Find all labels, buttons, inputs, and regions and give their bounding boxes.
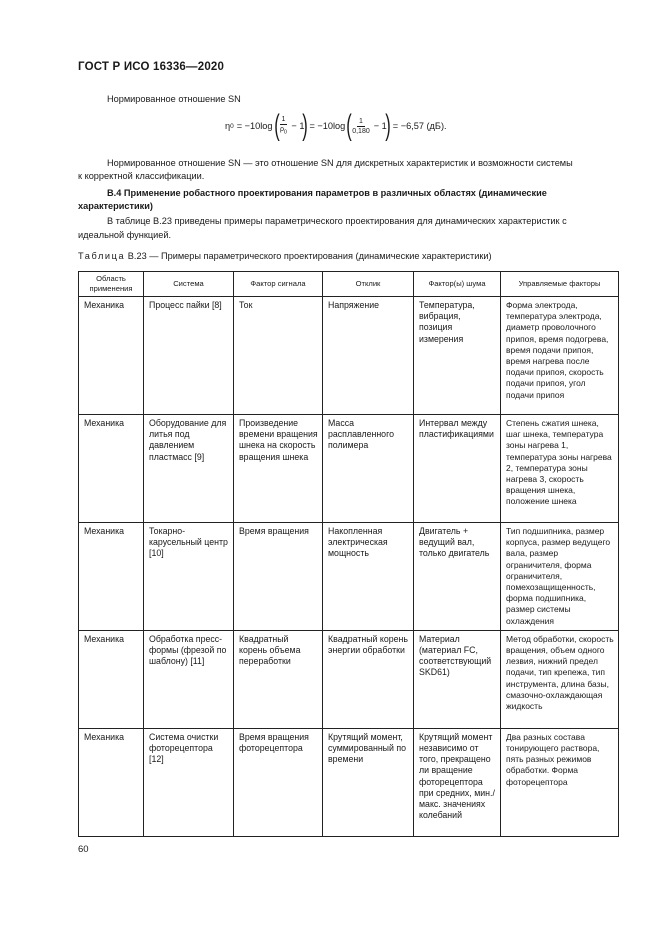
- fraction-2: [352, 118, 370, 135]
- cell-system: Система очистки фоторецептора [12]: [144, 728, 234, 836]
- cell-system: Токарно-карусельный центр [10]: [144, 523, 234, 631]
- section-b4-paragraph-line2: идеальной функцией.: [78, 230, 172, 240]
- cell-noise-factors: Материал (материал FC, соответствующий SKD61): [414, 630, 501, 728]
- cell-response: Накопленная электрическая мощность: [323, 523, 414, 631]
- fraction-1-numerator: 1: [281, 116, 286, 124]
- cell-system: Оборудование для литья под давлением пластмасс [9]: [144, 415, 234, 523]
- header-control-factors: Управляемые факторы: [501, 272, 619, 297]
- cell-control-factors: Метод обработки, скорость вращения, объем одного лезвия, нижний предел подачи, тип крепежа, тип инструмента, длина базы, смазочно-охлаждающая жидкость: [501, 630, 619, 728]
- cell-control-factors: Степень сжатия шнека, шаг шнека, температура зоны нагрева 1, температура зоны нагрева 2, температура зоны нагрева 3, скорость вращения шнека, положение шнека: [501, 415, 619, 523]
- fraction-1-rho-sub: 0: [283, 129, 287, 136]
- cell-noise-factors: Двигатель + ведущий вал, только двигатель: [414, 523, 501, 631]
- cell-control-factors: Форма электрода, температура электрода, диаметр проволочного припоя, время подогрева, время подачи припоя, время нагрева после подачи припоя, скорость подачи припоя, угол подачи припоя: [501, 297, 619, 415]
- header-application-area: Область применения: [79, 272, 144, 297]
- cell-application-area: Механика: [79, 297, 144, 415]
- close-paren-2: ): [385, 109, 391, 142]
- formula-eq1: = −10log: [236, 121, 273, 131]
- formula-eq2: = −10log: [309, 121, 346, 131]
- fraction-2-denominator: 0,180: [352, 127, 370, 135]
- section-b4-heading: B.4 Применение робастного проектирования параметров в различных областях (динамические: [107, 188, 547, 198]
- cell-noise-factors: Крутящий момент независимо от того, прекращено ли вращение фоторецептора при средних, мин./макс. значениях колебаний: [414, 728, 501, 836]
- formula-eta-sub: 0: [230, 122, 234, 130]
- cell-application-area: Механика: [79, 630, 144, 728]
- cell-response: Квадратный корень энергии обработки: [323, 630, 414, 728]
- document-standard-title: ГОСТ Р ИСО 16336—2020: [78, 61, 225, 73]
- formula-minus-2: − 1: [373, 121, 387, 131]
- page-number: 60: [78, 844, 89, 855]
- header-noise-factors: Фактор(ы) шума: [414, 272, 501, 297]
- parametric-design-table: [78, 271, 619, 837]
- formula-result: = −6,57 (дБ).: [392, 121, 447, 131]
- cell-response: Крутящий момент, суммированный по времени: [323, 728, 414, 836]
- cell-noise-factors: Температура, вибрация, позиция измерения: [414, 297, 501, 415]
- section-b4-paragraph-line1: В таблице В.23 приведены примеры параметрического проектирования для динамических характеристик с: [107, 216, 567, 226]
- cell-signal-factor: Время вращения фоторецептора: [234, 728, 323, 836]
- table-caption: [78, 251, 492, 261]
- open-paren-2: (: [346, 109, 352, 142]
- cell-control-factors: Два разных состава тонирующего раствора, пять разных режимов обработки. Форма фоторецептора: [501, 728, 619, 836]
- normalized-sn-label: Нормированное отношение SN: [107, 94, 241, 104]
- cell-noise-factors: Интервал между пластификациями: [414, 415, 501, 523]
- cell-control-factors: Тип подшипника, размер корпуса, размер ведущего вала, размер ограничителя, форма ограничителя, помехозащищенность, форма подшипника, размер системы охлаждения: [501, 523, 619, 631]
- fraction-1: [280, 116, 288, 135]
- table-row: [79, 630, 619, 728]
- section-b4-heading-cont: характеристики): [78, 201, 153, 211]
- formula-minus-1: − 1: [291, 121, 305, 131]
- sn-formula: [225, 111, 447, 141]
- header-signal-factor: Фактор сигнала: [234, 272, 323, 297]
- cell-signal-factor: Произведение времени вращения шнека на скорость вращения шнека: [234, 415, 323, 523]
- formula-eta: η: [225, 121, 231, 131]
- table-row: [79, 415, 619, 523]
- fraction-1-rho: ρ: [279, 126, 284, 134]
- header-response: Отклик: [323, 272, 414, 297]
- open-paren-1: (: [273, 109, 280, 142]
- table-row: [79, 728, 619, 836]
- table-header-row: [79, 272, 619, 297]
- close-paren-1: ): [302, 109, 309, 142]
- cell-response: Масса расплавленного полимера: [323, 415, 414, 523]
- table-row: [79, 523, 619, 631]
- cell-application-area: Механика: [79, 523, 144, 631]
- cell-application-area: Механика: [79, 415, 144, 523]
- table-caption-text: В.23 — Примеры параметрического проектирования (динамические характеристики): [127, 251, 492, 261]
- fraction-1-denominator: [280, 125, 287, 135]
- cell-system: Процесс пайки [8]: [144, 297, 234, 415]
- header-system: Система: [144, 272, 234, 297]
- cell-signal-factor: Ток: [234, 297, 323, 415]
- paragraph-sn-line2: к корректной классификации.: [78, 171, 205, 181]
- table-row: [79, 297, 619, 415]
- cell-application-area: Механика: [79, 728, 144, 836]
- fraction-2-numerator: 1: [359, 117, 363, 125]
- paragraph-sn-line1: Нормированное отношение SN — это отношение SN для дискретных характеристик и возможности системы: [107, 158, 573, 168]
- table-caption-word: Таблица: [78, 251, 126, 261]
- cell-signal-factor: Квадратный корень объема переработки: [234, 630, 323, 728]
- cell-system: Обработка пресс-формы (фрезой по шаблону) [11]: [144, 630, 234, 728]
- cell-signal-factor: Время вращения: [234, 523, 323, 631]
- cell-response: Напряжение: [323, 297, 414, 415]
